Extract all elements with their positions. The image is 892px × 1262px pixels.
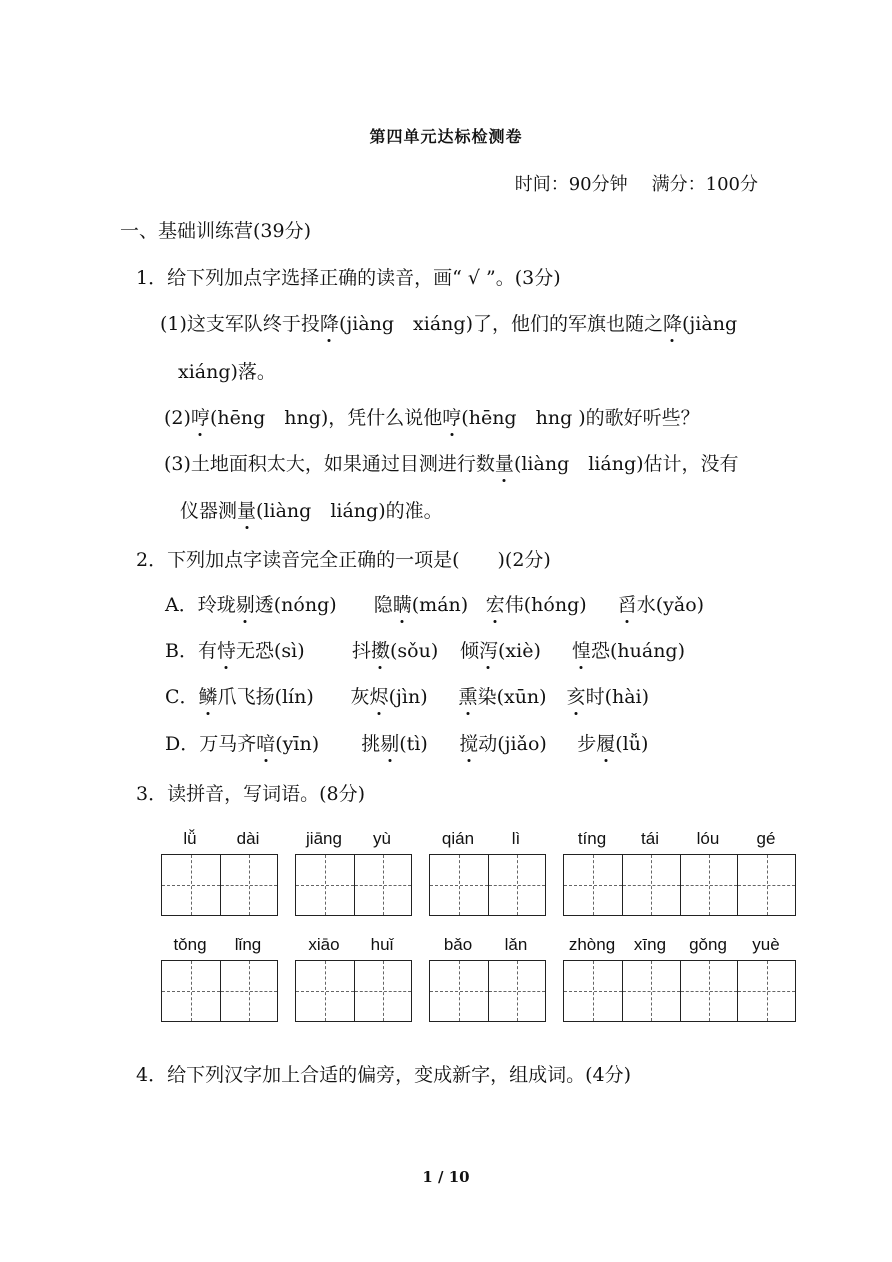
pinyin-label: tíng <box>577 829 607 848</box>
option-c: C．鳞爪飞扬(lín) 灰烬(jìn) 熏染(xūn) 亥时(hài) <box>165 686 650 708</box>
pinyin-label: yuè <box>752 935 780 954</box>
pinyin-label: gǒng <box>689 935 727 954</box>
pinyin-label: lǚ <box>183 829 197 848</box>
question-4-stem: 4．给下列汉字加上合适的偏旁，变成新字，组成词。(4分) <box>136 1064 632 1086</box>
pinyin-label: bǎo <box>443 935 473 954</box>
pinyin-label: gé <box>756 829 776 848</box>
pinyin-label: tái <box>641 829 659 848</box>
question-1-item-3: (3)土地面积太大，如果通过目测进行数量(liàng liáng)估计，没有 <box>164 453 739 475</box>
question-1-item-2: (2)哼(hēng hng)，凭什么说他哼(hēng hng )的歌好听些？ <box>164 407 700 429</box>
question-2-stem: 2．下列加点字读音完全正确的一项是( )(2分) <box>136 549 551 571</box>
writing-grid[interactable] <box>563 960 796 1022</box>
pinyin-label: huǐ <box>370 935 394 954</box>
option-a: A．玲珑剔透(nóng) 隐瞒(mán) 宏伟(hóng) 舀水(yǎo) <box>165 594 705 616</box>
exam-score: 满分：100分 <box>651 174 758 195</box>
question-3-stem: 3．读拼音，写词语。(8分) <box>136 783 366 805</box>
writing-grid[interactable] <box>161 960 278 1022</box>
pinyin-label: qián <box>441 829 475 848</box>
pinyin-label: lì <box>511 829 521 848</box>
pinyin-label: dài <box>236 829 260 848</box>
question-1-item-1: (1)这支军队终于投降(jiàng xiáng)了，他们的军旗也随之降(jiàng <box>160 313 738 335</box>
section-heading: 一、基础训练营(39分) <box>120 220 312 242</box>
option-d: D．万马齐喑(yīn) 挑剔(tì) 搅动(jiǎo) 步履(lǚ) <box>165 733 649 755</box>
pinyin-label: jiāng <box>306 829 342 848</box>
page-title: 第四单元达标检测卷 <box>369 127 523 146</box>
exam-meta <box>491 170 758 196</box>
writing-grid[interactable] <box>295 854 412 916</box>
question-1-item-3-cont: 仪器测量(liàng liáng)的准。 <box>180 500 443 522</box>
pinyin-label: tǒng <box>173 935 207 954</box>
page-number: 1 / 10 <box>422 1168 470 1186</box>
writing-grid[interactable] <box>295 960 412 1022</box>
pinyin-label: lǎn <box>504 935 528 954</box>
writing-grid[interactable] <box>161 854 278 916</box>
writing-grid[interactable] <box>429 854 546 916</box>
exam-time: 时间：90分钟 <box>514 174 628 195</box>
pinyin-label: lóu <box>696 829 720 848</box>
pinyin-label: yù <box>373 829 391 848</box>
question-1-stem: 1．给下列加点字选择正确的读音，画“ √ ”。(3分) <box>136 267 561 289</box>
option-b: B．有恃无恐(sì) 抖擞(sǒu) 倾泻(xiè) 惶恐(huáng) <box>165 640 686 662</box>
pinyin-label: lǐng <box>234 935 262 954</box>
writing-grid[interactable] <box>429 960 546 1022</box>
question-1-item-1-cont: xiáng)落。 <box>178 361 276 383</box>
pinyin-label: zhòng <box>568 935 616 954</box>
pinyin-label: xīng <box>633 935 667 954</box>
writing-grid[interactable] <box>563 854 796 916</box>
pinyin-label: xiāo <box>308 935 340 954</box>
